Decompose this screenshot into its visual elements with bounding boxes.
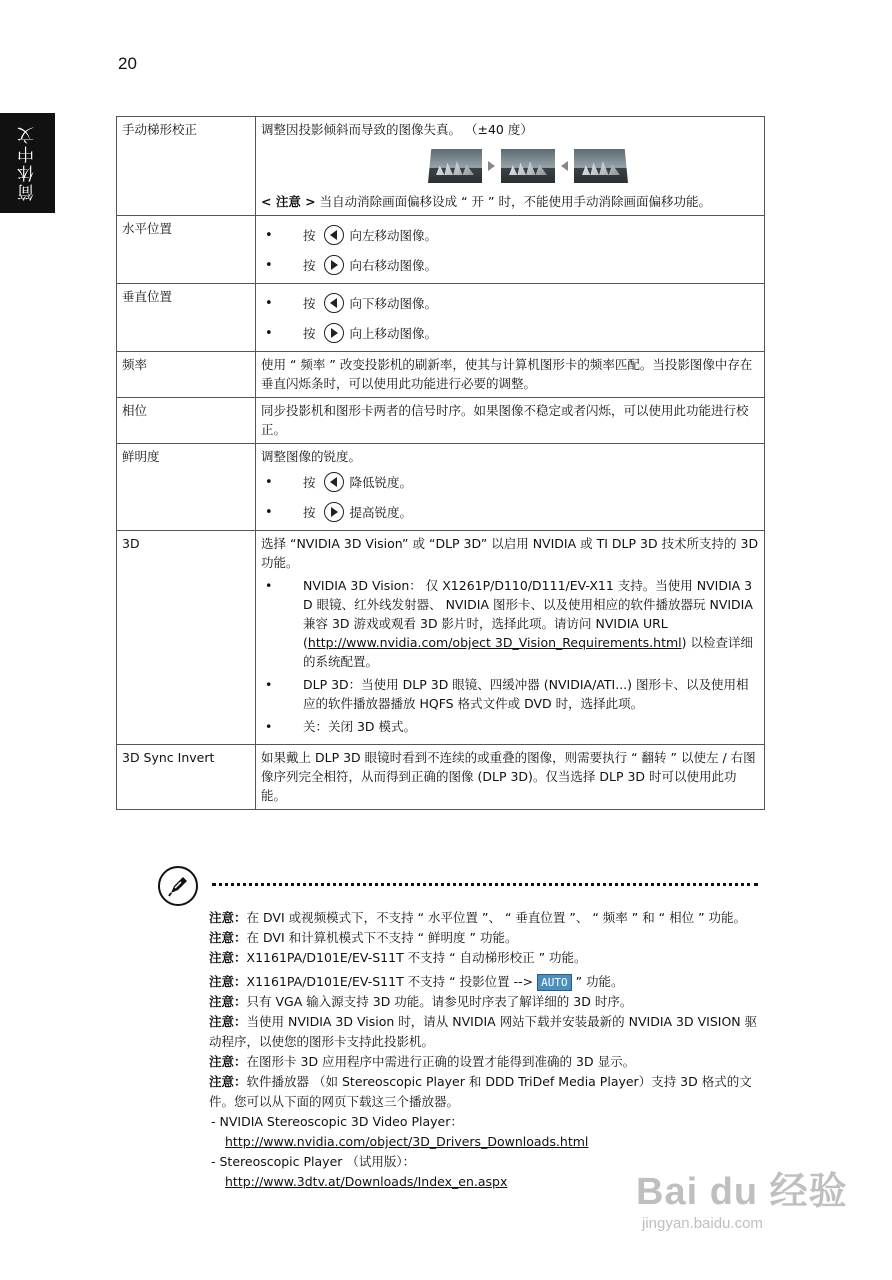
item-prefix: 按 [303, 474, 316, 490]
left-arrow-button-icon [324, 225, 344, 245]
watermark [636, 1160, 876, 1260]
list-item: • 关：关闭 3D 模式。 [261, 717, 759, 740]
row-description: 同步投影机和图形卡两者的信号时序。如果图像不稳定或者闪烁，可以使用此功能进行校正。 [256, 398, 765, 444]
note-text: 当自动消除画面偏移设成 “ 开 ” 时，不能使用手动消除画面偏移功能。 [315, 194, 711, 209]
row-description [256, 444, 765, 531]
keystone-desc: 调整因投影倾斜而导致的图像失真。 （±40 度） [261, 122, 533, 137]
list-item: • 按 向下移动图像。 [261, 287, 759, 317]
row-description [256, 117, 765, 216]
nvidia-url-link[interactable]: http://www.nvidia.com/object 3D_Vision_Requirements.html [307, 635, 682, 650]
note-item: 注意：软件播放器 （如 Stereoscopic Player 和 DDD TriDef Media Player）支持 3D 格式的文件。您可以从下面的网页下载这三个播放器。 [209, 1074, 752, 1109]
item-text: 向上移动图像。 [349, 325, 438, 341]
off-option-text: 关：关闭 3D 模式。 [303, 719, 417, 734]
table-row-sharpness [117, 444, 765, 531]
list-item [209, 1112, 769, 1152]
note-item: 注意：X1161PA/D101E/EV-S11T 不支持 “ 投影位置 --> AUTO ” 功能。 [209, 974, 624, 989]
row-label: 3D Sync Invert [117, 745, 256, 810]
table-row-v-position [117, 284, 765, 352]
list-item: • 按 向右移动图像。 [261, 249, 759, 279]
item-prefix: 按 [303, 257, 316, 273]
arrow-right-icon [488, 161, 495, 171]
list-item: • DLP 3D：当使用 DLP 3D 眼镜、四缓冲器 (NVIDIA/ATI...) 图形卡、以及使用相应的软件播放器播放 HQFS 格式文件或 DVD 时，选择此项。 [261, 675, 759, 717]
row-description [256, 284, 765, 352]
watermark-url: jingyan.baidu.com [642, 1215, 763, 1232]
left-arrow-button-icon [324, 293, 344, 313]
keystone-illustration [261, 139, 759, 192]
table-row-frequency [117, 352, 765, 398]
table-row-keystone [117, 117, 765, 216]
note-item: 注意：在图形卡 3D 应用程序中需进行正确的设置才能得到准确的 3D 显示。 [209, 1054, 636, 1069]
item-text: 降低锐度。 [349, 474, 413, 490]
row-description: 使用 “ 频率 ” 改变投影机的刷新率，使其与计算机图形卡的频率匹配。当投影图像中存在垂直闪烁条时，可以使用此功能进行必要的调整。 [256, 352, 765, 398]
list-item: • 按 向上移动图像。 [261, 317, 759, 347]
divider [212, 883, 758, 886]
item-text: 向右移动图像。 [349, 257, 438, 273]
three-d-desc: 选择 “NVIDIA 3D Vision” 或 “DLP 3D” 以启用 NVIDIA 或 TI DLP 3D 技术所支持的 3D 功能。 [261, 536, 759, 570]
item-text: 向左移动图像。 [349, 227, 438, 243]
right-arrow-button-icon [324, 323, 344, 343]
row-label: 手动梯形校正 [117, 117, 256, 216]
row-description [256, 216, 765, 284]
row-label: 水平位置 [117, 216, 256, 284]
nvidia-option-text: NVIDIA 3D Vision： 仅 X1261P/D110/D111/EV-X11 支持。当使用 NVIDIA 3D 眼镜、红外线发射器、 NVIDIA 图形卡、以及使用相应的软件播放器玩 NVIDIA 兼容 3D 游戏或观看 3D 影片时，选择此项。请访问 NVIDIA URL [303, 578, 753, 631]
item-prefix: 按 [303, 295, 316, 311]
note-item: 注意：X1161PA/D101E/EV-S11T 不支持 “ 自动梯形校正 ” 功能。 [209, 950, 587, 965]
row-description: 如果戴上 DLP 3D 眼镜时看到不连续的或重叠的图像，则需要执行 “ 翻转 ” 以使左 / 右图像序列完全相符，从而得到正确的图像 (DLP 3D)。仅当选择 DLP 3D 时可以使用此功能。 [256, 745, 765, 810]
language-tab [0, 113, 55, 213]
table-row-sync-invert [117, 745, 765, 810]
three-d-options [261, 576, 759, 740]
list-item: • 按 向左移动图像。 [261, 219, 759, 249]
note-item: 注意：在 DVI 和计算机模式下不支持 “ 鲜明度 ” 功能。 [209, 930, 518, 945]
keystone-image-right [574, 149, 628, 183]
row-description [256, 531, 765, 745]
settings-table [116, 116, 765, 810]
row-label: 鲜明度 [117, 444, 256, 531]
list-item: • NVIDIA 3D Vision： 仅 X1261P/D110/D111/EV-X11 支持。当使用 NVIDIA 3D 眼镜、红外线发射器、 NVIDIA 图形卡、以及使用相应的软件播放器玩 NVIDIA 兼容 3D 游戏或观看 3D 影片时，选择此项。请访问 NVIDIA URL (http://www.nvidia.com/object 3D_Vision_Requirements.html) 以检查详细的系统配置。 [265, 578, 754, 669]
note-item: 注意：只有 VGA 输入源支持 3D 功能。请参见时序表了解详细的 3D 时序。 [209, 994, 633, 1009]
right-arrow-button-icon [324, 255, 344, 275]
nvidia-url-suffix: ) 以检查详细的系统配置。 [303, 635, 754, 669]
list-item: • 按 降低锐度。 [261, 466, 759, 496]
item-prefix: 按 [303, 504, 316, 520]
left-arrow-button-icon [324, 472, 344, 492]
note-item: 注意：在 DVI 或视频模式下，不支持 “ 水平位置 ”、 “ 垂直位置 ”、 “ 频率 ” 和 “ 相位 ” 功能。 [209, 910, 747, 925]
item-prefix: 按 [303, 325, 316, 341]
keystone-image-left [428, 149, 482, 183]
table-row-3d [117, 531, 765, 745]
note-item: 注意：当使用 NVIDIA 3D Vision 时，请从 NVIDIA 网站下载并安装最新的 NVIDIA 3D VISION 驱动程序，以使您的图形卡支持此投影机。 [209, 1014, 758, 1049]
dlp-option-text: DLP 3D：当使用 DLP 3D 眼镜、四缓冲器 (NVIDIA/ATI...) 图形卡、以及使用相应的软件播放器播放 HQFS 格式文件或 DVD 时，选择此项。 [303, 677, 749, 711]
note-pen-icon [158, 866, 198, 906]
item-text: 向下移动图像。 [349, 295, 438, 311]
notes-body [209, 908, 769, 1192]
auto-badge-icon: AUTO [537, 974, 572, 991]
row-label: 垂直位置 [117, 284, 256, 352]
page-number: 20 [118, 54, 137, 73]
table-row-h-position [117, 216, 765, 284]
note-prefix: < 注意 > [261, 194, 316, 209]
sharpness-desc: 调整图像的锐度。 [261, 449, 362, 464]
language-tab-label: 简体中文 [18, 125, 38, 201]
paren-open: ( [303, 635, 308, 650]
row-label: 频率 [117, 352, 256, 398]
right-arrow-button-icon [324, 502, 344, 522]
item-text: 提高锐度。 [349, 504, 413, 520]
link-name: - NVIDIA Stereoscopic 3D Video Player： [211, 1114, 463, 1129]
keystone-note [261, 192, 759, 211]
watermark-logo: Bai du 经验 [636, 1171, 848, 1213]
link-name: - Stereoscopic Player （试用版）： [211, 1154, 416, 1169]
row-label: 相位 [117, 398, 256, 444]
table-row-phase [117, 398, 765, 444]
stereoscopic-player-link[interactable]: http://www.3dtv.at/Downloads/Index_en.aspx [225, 1174, 508, 1189]
list-item: • 按 提高锐度。 [261, 496, 759, 526]
row-label: 3D [117, 531, 256, 745]
nvidia-driver-link[interactable]: http://www.nvidia.com/object/3D_Drivers_Downloads.html [225, 1134, 589, 1149]
arrow-left-icon [561, 161, 568, 171]
item-prefix: 按 [303, 227, 316, 243]
keystone-image-center [501, 149, 555, 183]
